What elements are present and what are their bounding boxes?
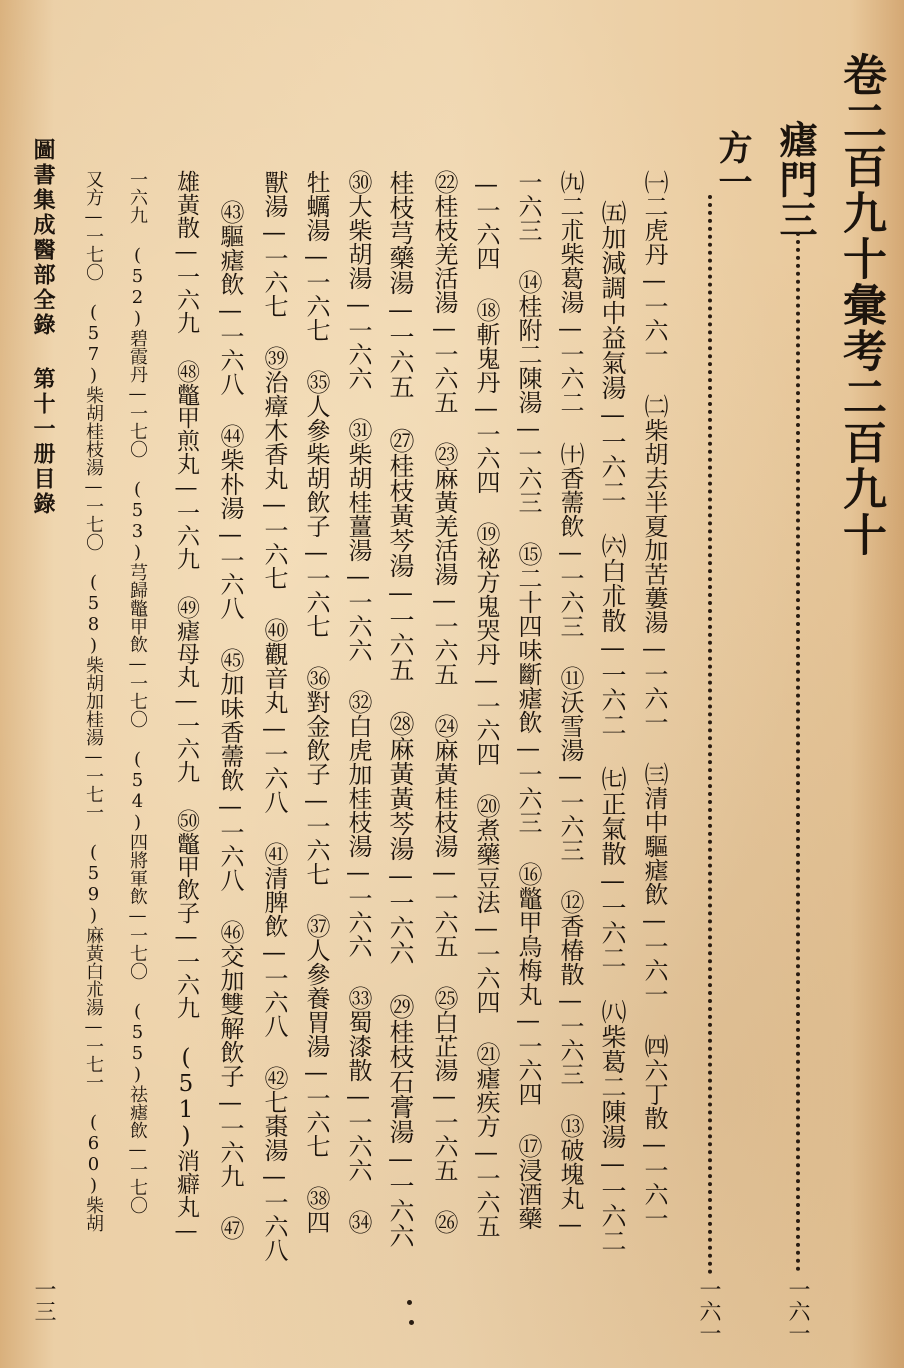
toc-column-3: ㈨二朮柴葛湯—一六二 ㈩香薷飲—一六三 ⑪沃雪湯—一六三 ⑫香椿散—一六三 ⑬破塊丸— bbox=[556, 170, 584, 1238]
sub-dot-leader bbox=[708, 195, 712, 1275]
toc-column-6: ㉒桂枝羌活湯—一六五 ㉓麻黃羌活湯—一六五 ㉔麻黃桂枝湯—一六五 ㉕白芷湯—一六五 ㉖ bbox=[430, 170, 458, 1234]
toc-column-14: 又方—一七〇 (57)柴胡桂枝湯—一七〇 (58)柴胡加桂湯—一七一 (59)麻黃白朮湯—一七一 (60)柴胡 bbox=[83, 170, 104, 1232]
toc-column-2: ㈤加減調中益氣湯—一六二 ㈥白朮散—一六二 ㈦正氣散—一六二 ㈧柴葛二陳湯—一六二 bbox=[598, 200, 627, 1253]
page-number: 一三 bbox=[31, 1278, 56, 1322]
ink-mark bbox=[409, 1320, 414, 1325]
toc-column-9: 牡蠣湯—一六七 ㉟人參柴胡飲子—一六七 ㊱對金飲子—一六七 ㊲人參養胃湯—一六七 ㊳四 bbox=[302, 170, 330, 1234]
book-title-footer: 圖書集成醫部全錄 第十一册目錄 bbox=[30, 138, 56, 517]
sub-title: 方一 bbox=[712, 130, 752, 198]
toc-column-5: —一六四 ⑱斬鬼丹—一六四 ⑲祕方鬼哭丹—一六四 ⑳煮藥豆法—一六四 ㉑瘧疾方—一六五 bbox=[472, 170, 500, 1238]
toc-column-12: 雄黃散—一六九 ㊽鼈甲煎丸—一六九 ㊾瘧母丸—一六九 ㊿鼈甲飲子—一六九 (51)消癖丸— bbox=[173, 170, 199, 1244]
volume-title: 卷二百九十彙考二百九十 bbox=[835, 52, 886, 558]
toc-column-10: 獸湯—一六七 ㊴治瘴木香丸—一六七 ㊵觀音丸—一六八 ㊶清脾飲—一六八 ㊷七棗湯—一六八 bbox=[260, 170, 288, 1262]
ink-mark bbox=[407, 1300, 412, 1305]
toc-column-4: 一六三 ⑭桂附二陳湯—一六三 ⑮二十四味斷瘧飲—一六三 ⑯鼈甲烏梅丸—一六四 ⑰浸酒藥 bbox=[514, 170, 542, 1230]
toc-column-13: 一六九 (52)碧霞丹—一七〇 (53)芎歸鼈甲飲—一七〇 (54)四將軍飲—一七〇 (55)祛瘧飲—一七〇 bbox=[127, 170, 148, 1214]
section-page-number: 一六一 bbox=[785, 1278, 810, 1344]
toc-column-1: ㈠二虎丹—一六一 ㈡柴胡去半夏加苦蔞湯—一六一 ㈢清中驅瘧飲—一六一 ㈣六丁散—一六一 bbox=[640, 170, 668, 1230]
section-title: 瘧門三 bbox=[773, 120, 818, 240]
toc-column-7: 桂枝芎藥湯—一六五 ㉗桂枝黃芩湯—一六五 ㉘麻黃黃芩湯—一六六 ㉙桂枝石膏湯—一六六 bbox=[386, 170, 415, 1248]
toc-column-8: ㉚大柴胡湯—一六六 ㉛柴胡桂薑湯—一六六 ㉜白虎加桂枝湯—一六六 ㉝蜀漆散—一六六 ㉞ bbox=[344, 170, 372, 1234]
sub-page-number: 一六一 bbox=[696, 1278, 721, 1344]
section-dot-leader bbox=[796, 232, 800, 1272]
toc-column-11: ㊸驅瘧飲—一六八 ㊹柴朴湯—一六八 ㊺加味香薷飲—一六八 ㊻交加雙解飲子—一六九 ㊼ bbox=[216, 200, 244, 1240]
